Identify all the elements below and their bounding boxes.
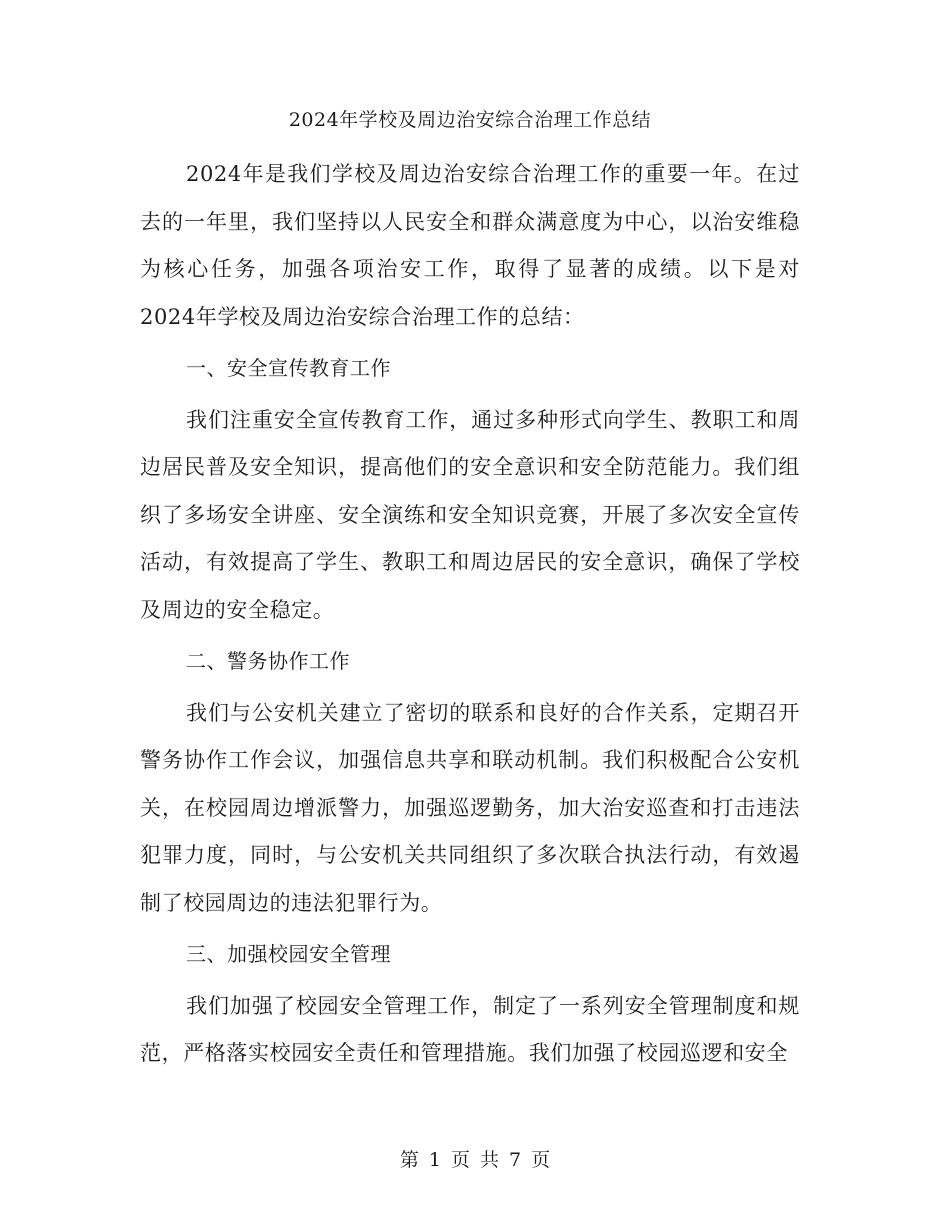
- section-heading-campus-safety: 三、加强校园安全管理: [186, 942, 391, 966]
- document-title: 2024年学校及周边治安综合治理工作总结: [288, 109, 652, 131]
- section-body-campus-safety: 我们加强了校园安全管理工作，制定了一系列安全管理制度和规范，严格落实校园安全责任和管理措施。我们加强了校园巡逻和安全: [140, 993, 800, 1065]
- page-number-footer: 第 1 页 共 7 页: [399, 1149, 551, 1171]
- section-heading-police-cooperation: 二、警务协作工作: [186, 649, 350, 673]
- section-body-safety-education: 我们注重安全宣传教育工作，通过多种形式向学生、教职工和周边居民普及安全知识，提高他们的安全意识和安全防范能力。我们组织了多场安全讲座、安全演练和安全知识竞赛，开展了多次安全宣传活动，有效提高了学生、教职工和周边居民的安全意识，确保了学校及周边的安全稳定。: [140, 407, 800, 622]
- document-content: [140, 103, 800, 1082]
- section-body-police-cooperation: 我们与公安机关建立了密切的联系和良好的合作关系，定期召开警务协作工作会议，加强信息共享和联动机制。我们积极配合公安机关，在校园周边增派警力，加强巡逻勤务，加大治安巡查和打击违法犯罪力度，同时，与公安机关共同组织了多次联合执法行动，有效遏制了校园周边的违法犯罪行为。: [140, 700, 800, 915]
- intro-paragraph: 2024年是我们学校及周边治安综合治理工作的重要一年。在过去的一年里，我们坚持以人民安全和群众满意度为中心，以治安维稳为核心任务，加强各项治安工作，取得了显著的成绩。以下是对2024年学校及周边治安综合治理工作的总结：: [140, 162, 800, 329]
- section-heading-safety-education: 一、安全宣传教育工作: [186, 356, 391, 380]
